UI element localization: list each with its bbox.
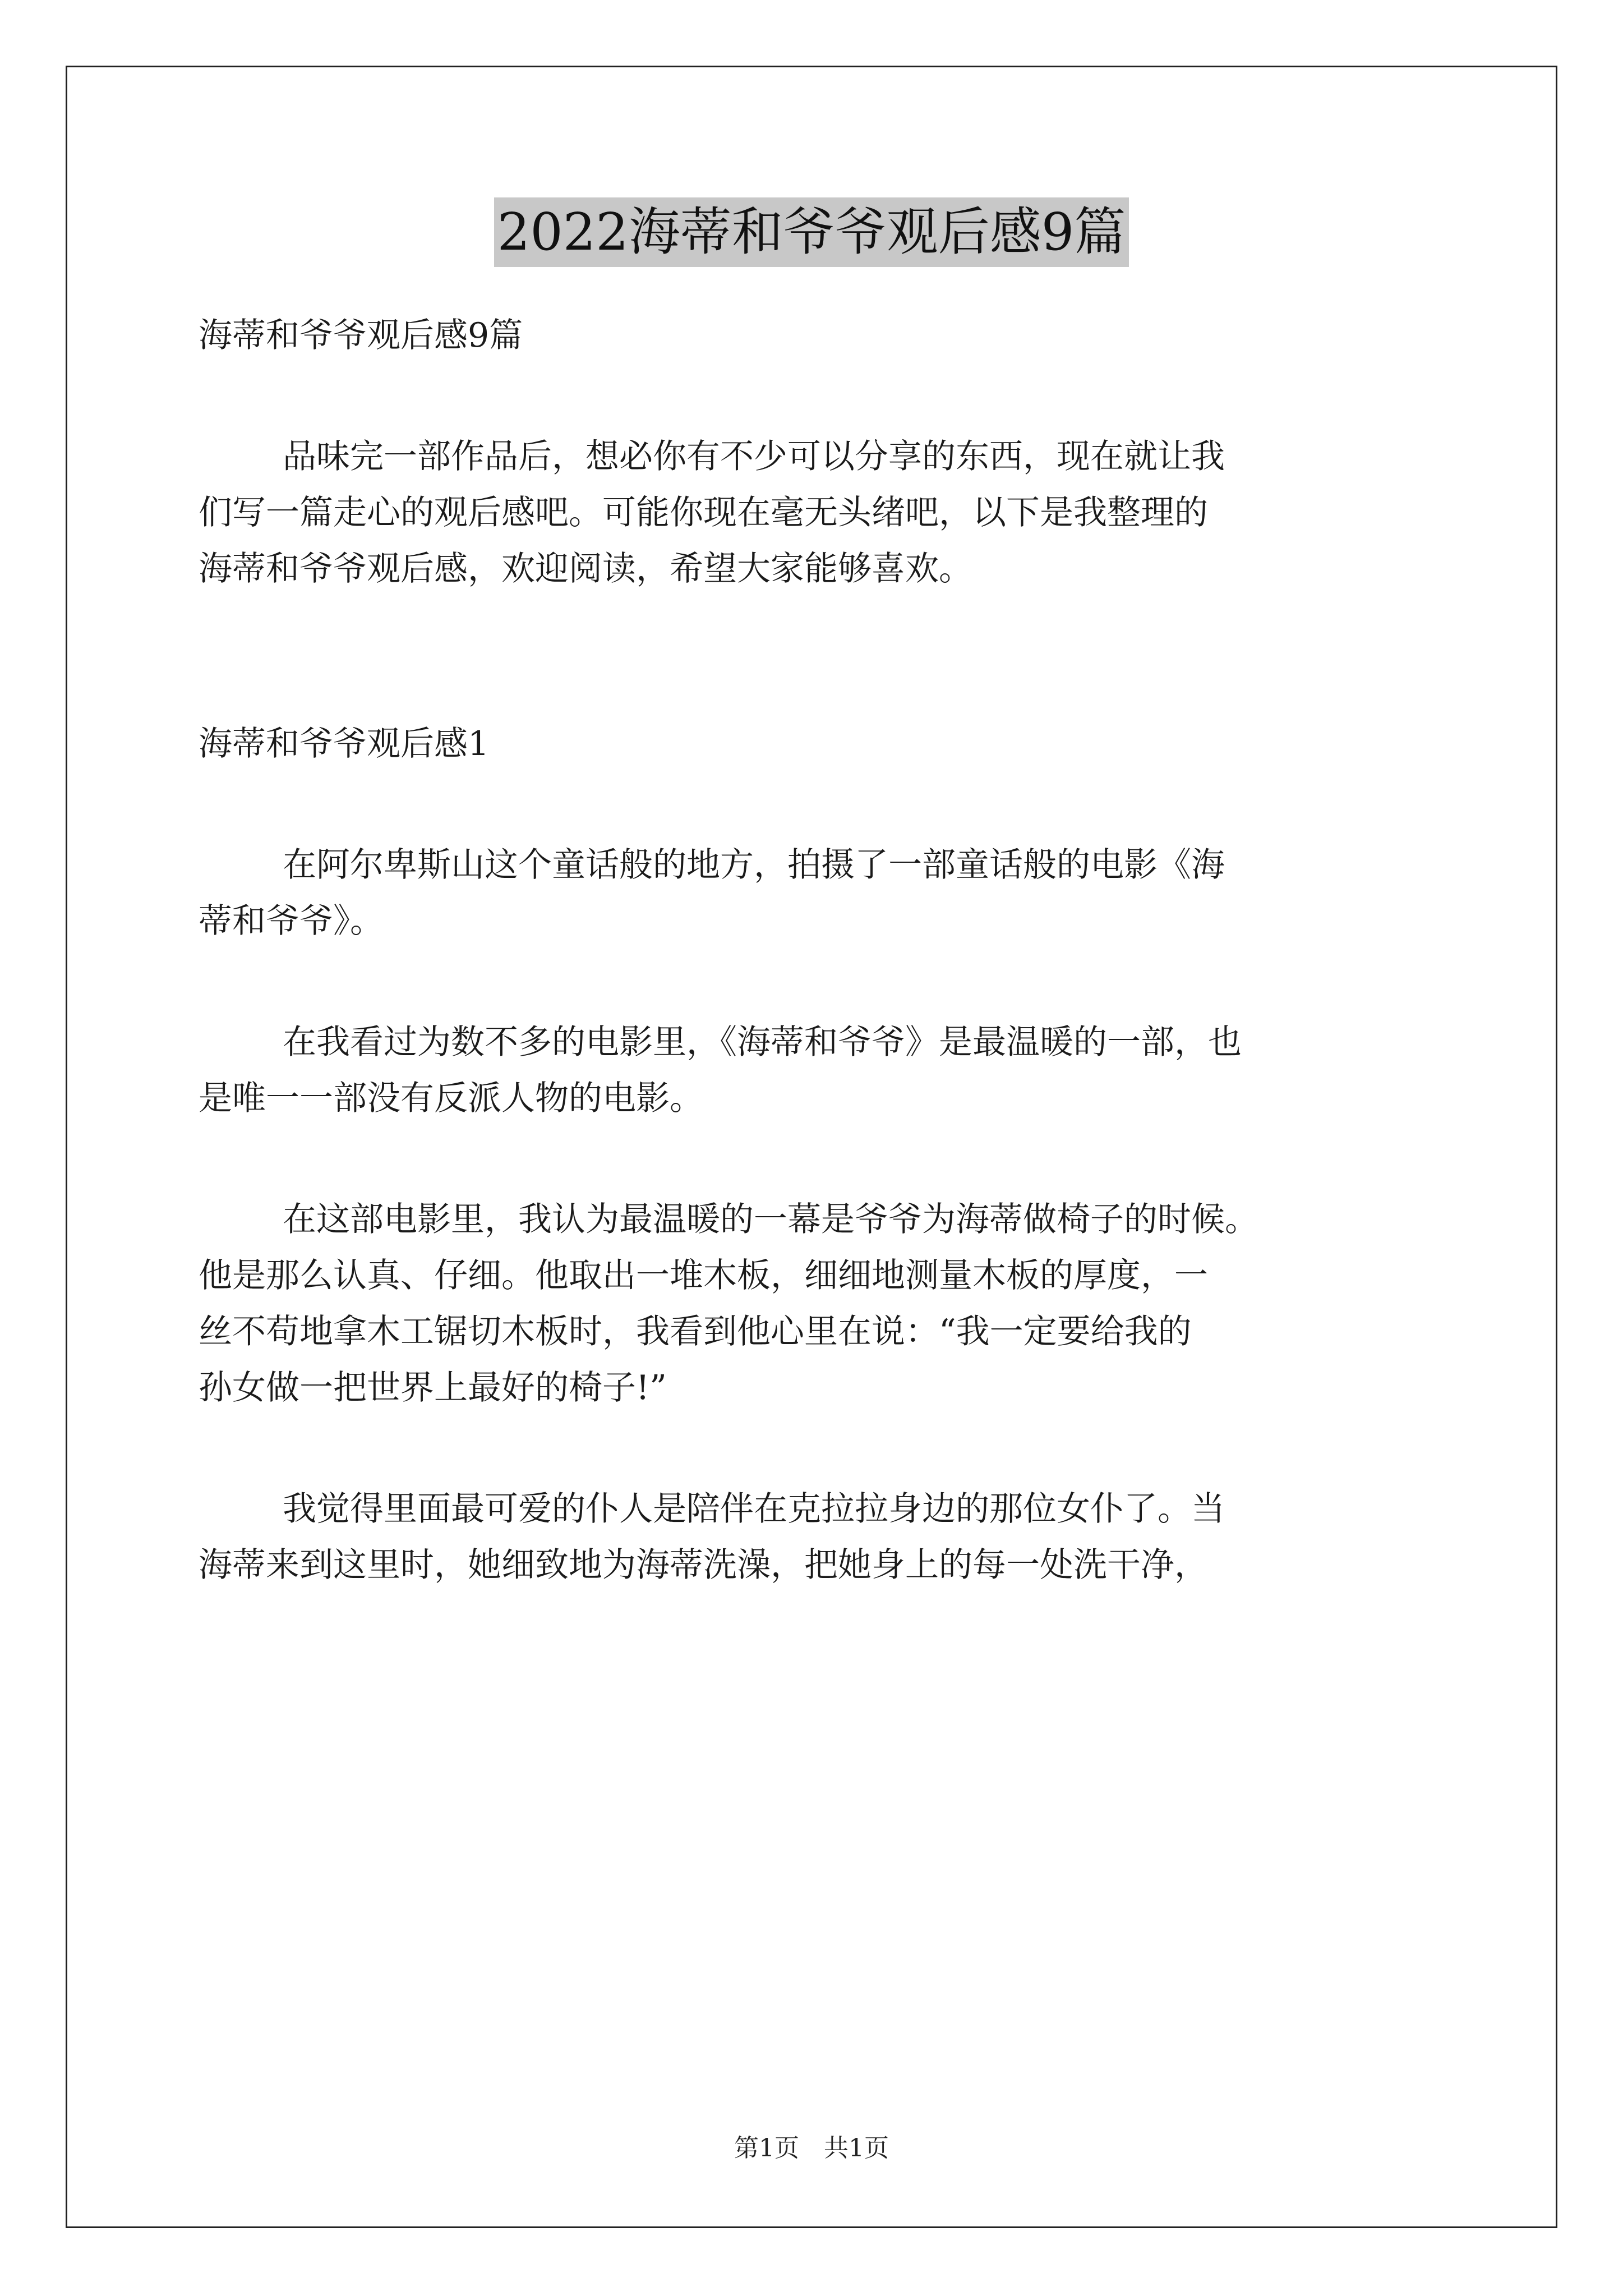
- section-heading: 海蒂和爷爷观后感1: [199, 724, 490, 763]
- paragraph-line: 丝不苟地拿木工锯切木板时，我看到他心里在说：“我一定要给我的: [199, 1312, 1192, 1351]
- paragraph-line: 在阿尔卑斯山这个童话般的地方，拍摄了一部童话般的电影《海: [283, 845, 1225, 885]
- document-title: 2022海蒂和爷爷观后感9篇: [494, 197, 1129, 267]
- intro-paragraph: [199, 429, 1444, 597]
- paragraph-line: 蒂和爷爷》。: [199, 901, 384, 941]
- paragraph-line: 我觉得里面最可爱的仆人是陪伴在克拉拉身边的那位女仆了。当: [283, 1489, 1225, 1529]
- document-subtitle: 海蒂和爷爷观后感9篇: [199, 316, 523, 355]
- body-paragraph: [199, 1481, 1444, 1593]
- paragraph-line: 孙女做一把世界上最好的椅子!”: [199, 1368, 667, 1407]
- document-body: [199, 307, 1444, 1658]
- paragraph-line: 在我看过为数不多的电影里，《海蒂和爷爷》是最温暖的一部，也: [283, 1023, 1242, 1062]
- paragraph-line: 海蒂来到这里时，她细致地为海蒂洗澡，把她身上的每一处洗干净，: [199, 1545, 1208, 1585]
- body-paragraph: [199, 1191, 1444, 1416]
- paragraph-line: 在这部电影里，我认为最温暖的一幕是爷爷为海蒂做椅子的时候。: [283, 1200, 1258, 1239]
- paragraph-line: 是唯一一部没有反派人物的电影。: [199, 1079, 703, 1118]
- paragraph-line: 海蒂和爷爷观后感，欢迎阅读，希望大家能够喜欢。: [199, 549, 972, 588]
- title-container: [0, 197, 1623, 267]
- paragraph-line: 们写一篇走心的观后感吧。可能你现在毫无头绪吧，以下是我整理的: [199, 493, 1208, 532]
- body-paragraph: [199, 1014, 1444, 1126]
- spacer: [199, 662, 1444, 716]
- page-footer: 第1页 共1页: [734, 2134, 889, 2162]
- paragraph-line: 他是那么认真、仔细。他取出一堆木板，细细地测量木板的厚度，一: [199, 1256, 1208, 1295]
- paragraph-line: 品味完一部作品后，想必你有不少可以分享的东西，现在就让我: [283, 437, 1225, 476]
- body-paragraph: [199, 837, 1444, 949]
